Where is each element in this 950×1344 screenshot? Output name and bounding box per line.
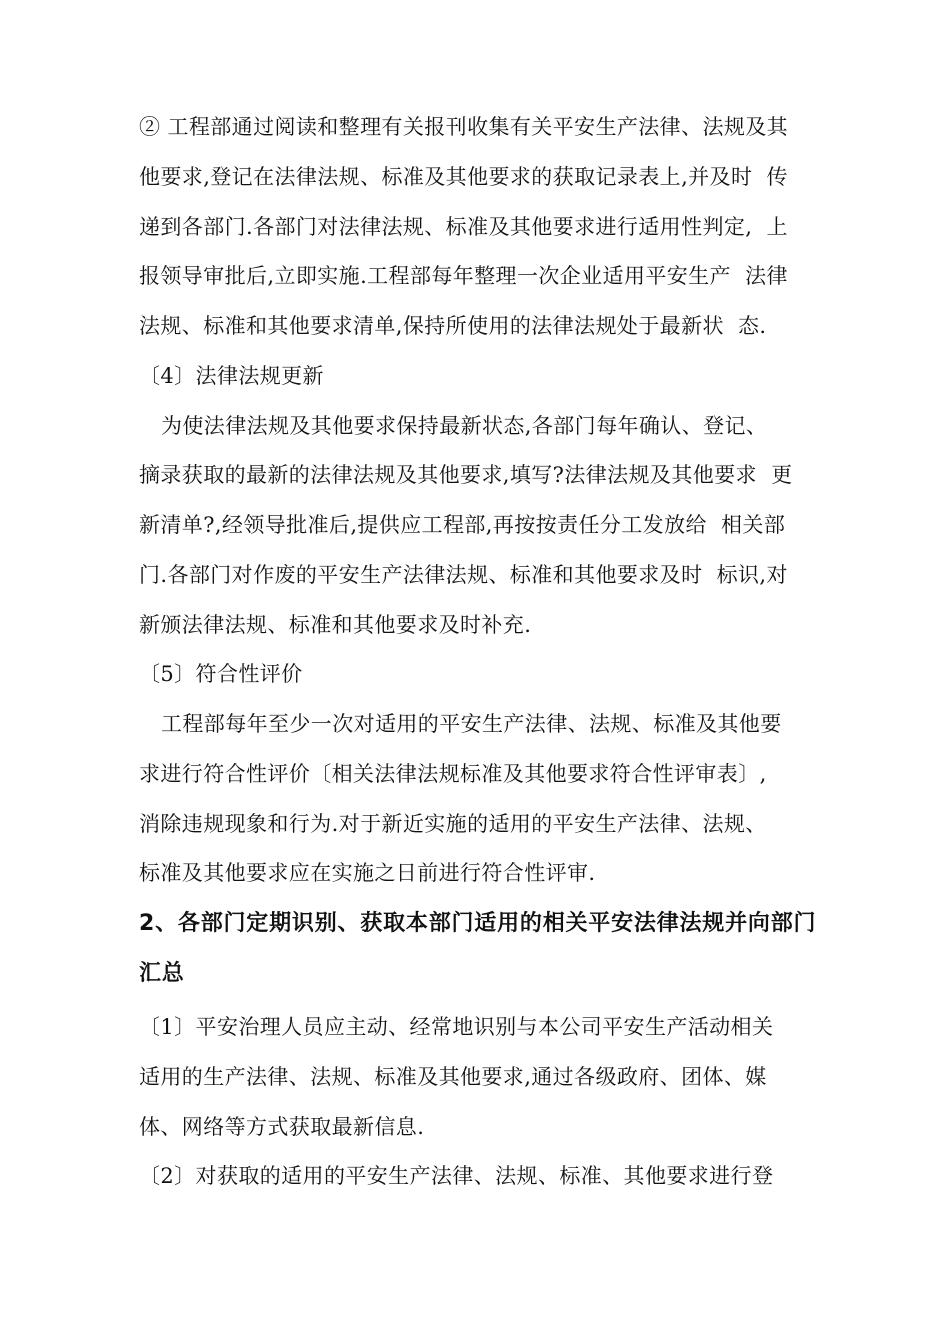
paragraph-line: 他要求,登记在法律法规、标准及其他要求的获取记录表上,并及时 传 [139,165,788,189]
paragraph-line: 法规、标准和其他要求清单,保持所使用的法律法规处于最新状 态. [139,314,767,338]
subheading-update: 〔4〕法律法规更新 [139,364,324,388]
paragraph-line: 门.各部门对作废的平安生产法律法规、标准和其他要求及时 标识,对 [139,563,788,587]
paragraph-line: 为使法律法规及其他要求保持最新状态,各部门每年确认、登记、 [161,414,768,438]
paragraph-line: 求进行符合性评价〔相关法律法规标准及其他要求符合性评审表〕, [139,762,767,786]
list-item-line: 〔2〕对获取的适用的平安生产法律、法规、标准、其他要求进行登 [139,1164,774,1188]
section-heading: 2、各部门定期识别、获取本部门适用的相关平安法律法规并向部门 [139,911,817,936]
paragraph-line: 递到各部门.各部门对法律法规、标准及其他要求进行适用性判定, 上 [139,215,788,239]
paragraph-line: 报领导审批后,立即实施.工程部每年整理一次企业适用平安生产 法律 [139,264,788,288]
paragraph-line: ② 工程部通过阅读和整理有关报刊收集有关平安生产法律、法规及其 [139,115,789,139]
list-item-line: 体、网络等方式获取最新信息. [139,1115,425,1139]
paragraph-line: 新颁法律法规、标准和其他要求及时补充. [139,613,532,637]
list-item-line: 适用的生产法律、法规、标准及其他要求,通过各级政府、团体、媒 [139,1065,767,1089]
paragraph-line: 消除违规现象和行为.对于新近实施的适用的平安生产法律、法规、 [139,812,767,836]
paragraph-line: 摘录获取的最新的法律法规及其他要求,填写?法律法规及其他要求 更 [139,463,793,487]
list-item-line: 〔1〕平安治理人员应主动、经常地识别与本公司平安生产活动相关 [139,1015,774,1039]
paragraph-line: 标准及其他要求应在实施之日前进行符合性评审. [139,861,596,885]
section-heading: 汇总 [139,961,185,986]
subheading-evaluation: 〔5〕符合性评价 [139,662,303,686]
paragraph-line: 新清单?,经领导批准后,提供应工程部,再按按责任分工发放给 相关部 [139,513,786,537]
paragraph-line: 工程部每年至少一次对适用的平安生产法律、法规、标准及其他要 [161,712,782,736]
